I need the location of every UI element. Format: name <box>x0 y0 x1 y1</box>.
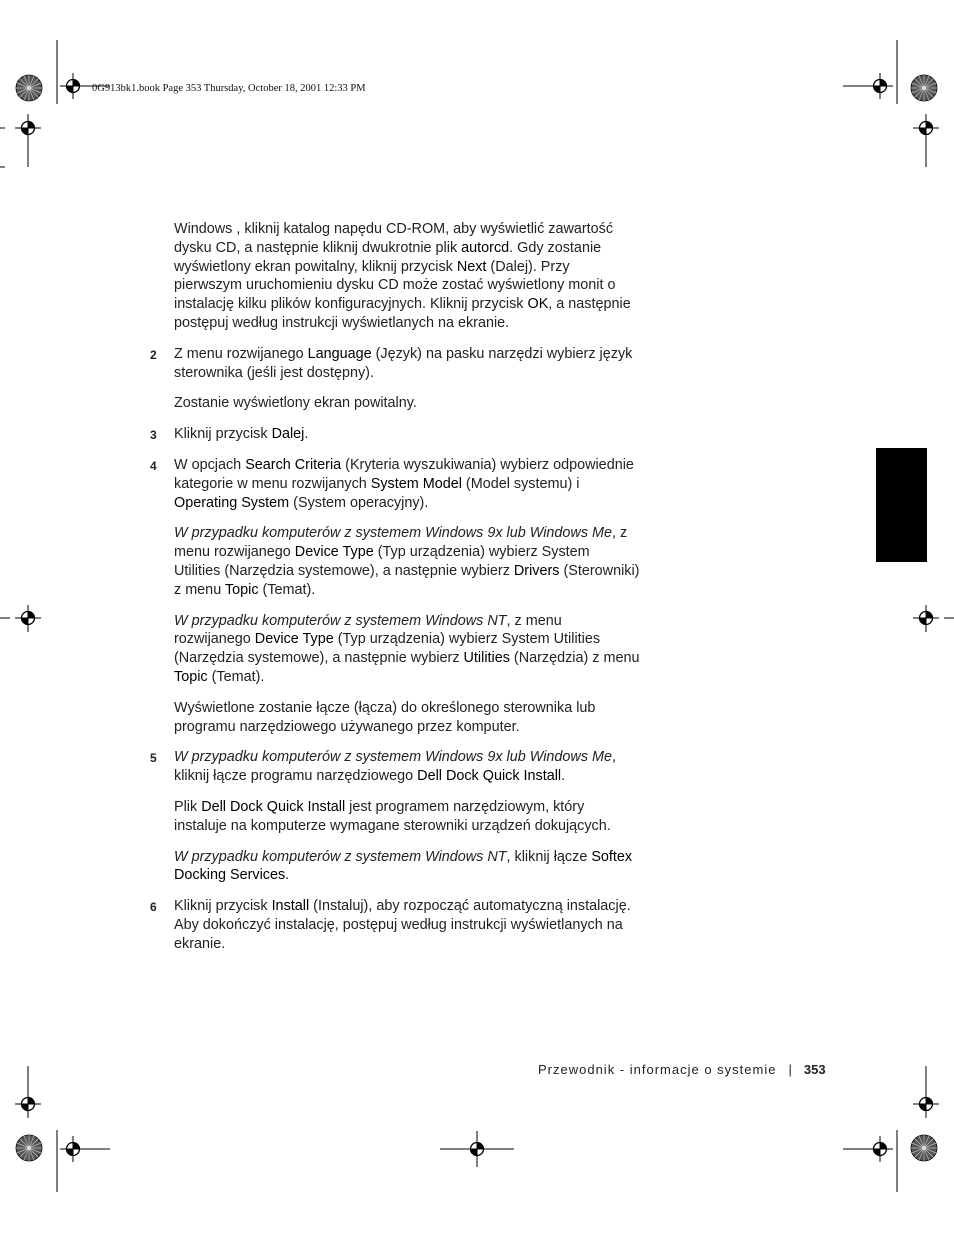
step-2-note: Zostanie wyświetlony ekran powitalny. <box>174 395 417 412</box>
step-number: 2 <box>150 347 157 362</box>
step-4-result-paragraph: Wyświetlone zostanie łącze (łącza) do określonego sterownika lub programu narzędziowego używanego przez komputer. <box>174 699 596 735</box>
footer-title: Przewodnik - informacje o systemie <box>538 1062 777 1077</box>
page-footer <box>538 1062 826 1077</box>
step-5: 5 W przypadku komputerów z systemem Windows 9x lub Windows Me, kliknij łącze programu narzędziowego Dell Dock Quick Install. <box>150 749 617 785</box>
step-number: 5 <box>150 751 157 766</box>
step-6: 6 Kliknij przycisk Install (Instaluj), aby rozpocząć automatyczną instalację. Aby dokończyć instalację, postępuj według instrukcji wyświetlanych na ekranie. <box>150 898 631 952</box>
book-info-header: 0G913bk1.book Page 353 Thursday, October 18, 2001 12:33 PM <box>92 83 366 94</box>
step-5-windowsnt-paragraph: W przypadku komputerów z systemem Windows NT, kliknij łącze Softex Docking Services. <box>174 848 633 884</box>
step-number: 4 <box>150 458 157 473</box>
section-tab <box>876 448 927 562</box>
page-number: 353 <box>803 1062 826 1077</box>
step-4: 4 W opcjach Search Criteria (Kryteria wyszukiwania) wybierz odpowiednie kategorie w menu rozwijanych System Model (Model systemu) i Operating System (System operacyjny). <box>150 456 634 511</box>
intro-paragraph: Windows , kliknij katalog napędu CD-ROM, aby wyświetlić zawartość dysku CD, a następnie kliknij dwukrotnie plik autorcd. Gdy zostanie wyświetlony ekran powitalny, kliknij przycisk Next (Dalej). Przy pierwszym uruchomieniu dysku CD może zostać wyświetlony monit o instalację kilku plików konfiguracyjnych. Kliknij przycisk OK, a następnie postępuj według instrukcji wyświetlanych na ekranie. <box>174 221 631 331</box>
step-4-windowsnt-paragraph: W przypadku komputerów z systemem Windows NT, z menu rozwijanego Device Type (Typ urządzenia) wybierz System Utilities (Narzędzia systemowe), a następnie wybierz Utilities (Narzędzia) z menu Topic (Temat). <box>174 612 640 685</box>
step-2: 2 Z menu rozwijanego Language (Język) na pasku narzędzi wybierz język sterownika (jeśli jest dostępny). <box>150 345 633 381</box>
step-5-description: Plik Dell Dock Quick Install jest programem narzędziowym, który instaluje na komputerze wymagane sterowniki urządzeń dokujących. <box>174 798 611 834</box>
page-content <box>150 220 640 966</box>
step-3: 3 Kliknij przycisk Dalej. <box>174 425 640 444</box>
footer-separator: | <box>788 1062 792 1077</box>
step-4-windows9x-paragraph: W przypadku komputerów z systemem Windows 9x lub Windows Me, z menu rozwijanego Device Type (Typ urządzenia) wybierz System Utilities (Narzędzia systemowe), a następnie wybierz Drivers (Sterowniki) z menu Topic (Temat). <box>174 525 640 598</box>
step-number: 3 <box>150 428 157 443</box>
step-number: 6 <box>150 900 157 915</box>
